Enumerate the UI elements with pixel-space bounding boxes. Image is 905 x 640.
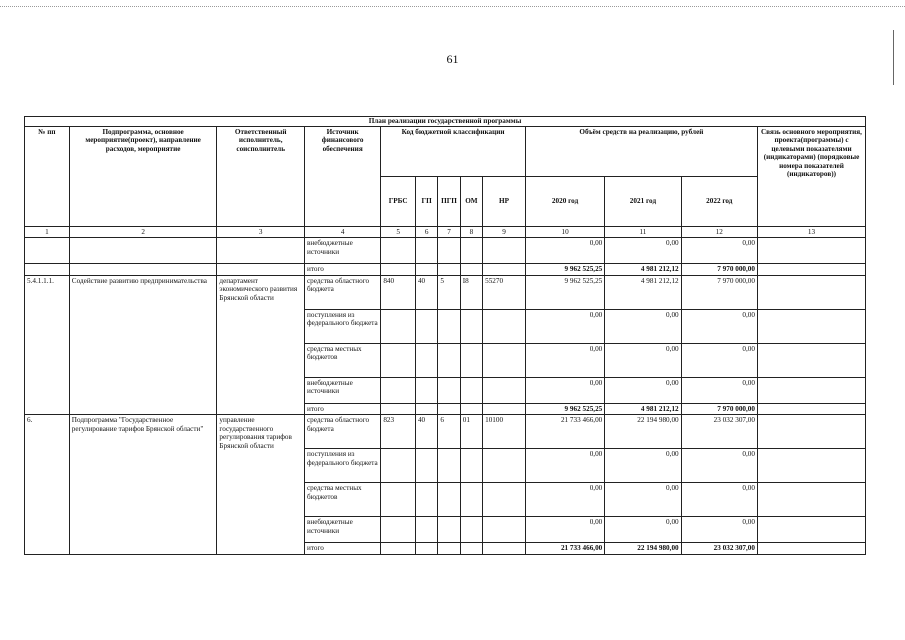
kbk-gp: 40 [415, 415, 437, 449]
col-number: 1 [25, 227, 70, 238]
amount-2020: 21 733 466,00 [525, 415, 604, 449]
source-cell: средства областного бюджета [304, 415, 380, 449]
amount-2022: 0,00 [681, 377, 757, 403]
header-year-2020: 2020 год [525, 177, 604, 227]
amount-2022: 0,00 [681, 309, 757, 343]
header-source: Источник финансового обеспечения [304, 127, 380, 227]
source-cell: итого [304, 403, 380, 414]
source-cell: средства местных бюджетов [304, 343, 380, 377]
amount-2021: 22 194 980,00 [605, 543, 681, 554]
amount-2022: 7 970 000,00 [681, 264, 757, 275]
header-kbk-gp: ГП [415, 177, 437, 227]
col-number: 3 [217, 227, 305, 238]
kbk-nr: 10100 [483, 415, 526, 449]
col-number: 13 [757, 227, 865, 238]
col-number: 12 [681, 227, 757, 238]
amount-2022: 0,00 [681, 238, 757, 264]
source-cell: средства местных бюджетов [304, 483, 380, 517]
amount-2020: 9 962 525,25 [525, 264, 604, 275]
source-cell: поступления из федерального бюджета [304, 449, 380, 483]
table-row [25, 238, 866, 264]
col-number: 9 [483, 227, 526, 238]
amount-2022: 7 970 000,00 [681, 275, 757, 309]
col-number: 11 [605, 227, 681, 238]
header-kbk-grbs: ГРБС [381, 177, 416, 227]
table-row-total [25, 264, 866, 275]
row-number: 5.4.1.1.1. [25, 275, 70, 414]
amount-2021: 0,00 [605, 238, 681, 264]
amount-2021: 0,00 [605, 483, 681, 517]
col-number: 10 [525, 227, 604, 238]
source-cell: итого [304, 543, 380, 554]
amount-2020: 0,00 [525, 343, 604, 377]
header-num: № пп [25, 127, 70, 227]
source-cell: внебюджетные источники [304, 238, 380, 264]
row-executor: управление государственного регулирования тарифов Брянской области [217, 415, 305, 554]
kbk-om: 01 [460, 415, 482, 449]
amount-2020: 9 962 525,25 [525, 403, 604, 414]
col-number: 8 [460, 227, 482, 238]
header-year-2021: 2021 год [605, 177, 681, 227]
source-cell: средства областного бюджета [304, 275, 380, 309]
plan-table [24, 116, 866, 555]
amount-2020: 0,00 [525, 309, 604, 343]
amount-2021: 0,00 [605, 449, 681, 483]
kbk-grbs: 823 [381, 415, 416, 449]
amount-2021: 0,00 [605, 377, 681, 403]
row-name: Подпрограмма "Государственное регулирование тарифов Брянской области" [69, 415, 217, 554]
col-number: 7 [438, 227, 460, 238]
plan-table-container [24, 116, 866, 555]
amount-2022: 0,00 [681, 517, 757, 543]
amount-2022: 23 032 307,00 [681, 415, 757, 449]
source-cell: внебюджетные источники [304, 517, 380, 543]
amount-2021: 4 981 212,12 [605, 403, 681, 414]
amount-2022: 7 970 000,00 [681, 403, 757, 414]
scan-edge-line [0, 6, 905, 7]
table-title: План реализации государственной программы [25, 117, 866, 127]
amount-2022: 23 032 307,00 [681, 543, 757, 554]
amount-2020: 0,00 [525, 483, 604, 517]
header-name: Подпрограмма, основное мероприятие(проект), направление расходов, мероприятие [69, 127, 217, 227]
col-number: 2 [69, 227, 217, 238]
amount-2022: 0,00 [681, 483, 757, 517]
header-volume: Объём средств на реализацию, рублей [525, 127, 757, 177]
amount-2022: 0,00 [681, 449, 757, 483]
amount-2020: 0,00 [525, 517, 604, 543]
header-kbk-pgp: ПГП [438, 177, 460, 227]
amount-2020: 0,00 [525, 238, 604, 264]
amount-2021: 4 981 212,12 [605, 264, 681, 275]
amount-2020: 9 962 525,25 [525, 275, 604, 309]
amount-2021: 4 981 212,12 [605, 275, 681, 309]
table-row [25, 415, 866, 449]
amount-2021: 22 194 980,00 [605, 415, 681, 449]
header-executor: Ответственный исполнитель, соисполнитель [217, 127, 305, 227]
amount-2020: 21 733 466,00 [525, 543, 604, 554]
amount-2021: 0,00 [605, 343, 681, 377]
table-row [25, 275, 866, 309]
header-kbk: Код бюджетной классификации [381, 127, 526, 177]
kbk-grbs: 840 [381, 275, 416, 309]
amount-2021: 0,00 [605, 309, 681, 343]
header-link: Связь основного мероприятия, проекта(программы) с целевыми показателями (индикаторами) (порядковые номера показателей (индикаторов)) [757, 127, 865, 227]
page-number: 61 [446, 52, 459, 66]
kbk-pgp: 6 [438, 415, 460, 449]
kbk-gp: 40 [415, 275, 437, 309]
kbk-pgp: 5 [438, 275, 460, 309]
row-executor: департамент экономического развития Брянской области [217, 275, 305, 414]
row-number: 6. [25, 415, 70, 554]
header-year-2022: 2022 год [681, 177, 757, 227]
col-number: 5 [381, 227, 416, 238]
amount-2022: 0,00 [681, 343, 757, 377]
source-cell: поступления из федерального бюджета [304, 309, 380, 343]
amount-2020: 0,00 [525, 377, 604, 403]
header-kbk-om: ОМ [460, 177, 482, 227]
amount-2020: 0,00 [525, 449, 604, 483]
source-cell: внебюджетные источники [304, 377, 380, 403]
column-numbers-row [25, 227, 866, 238]
col-number: 6 [415, 227, 437, 238]
col-number: 4 [304, 227, 380, 238]
kbk-nr: 55270 [483, 275, 526, 309]
row-name: Содействие развитию предпринимательства [69, 275, 217, 414]
source-cell: итого [304, 264, 380, 275]
amount-2021: 0,00 [605, 517, 681, 543]
header-kbk-nr: НР [483, 177, 526, 227]
kbk-om: I8 [460, 275, 482, 309]
